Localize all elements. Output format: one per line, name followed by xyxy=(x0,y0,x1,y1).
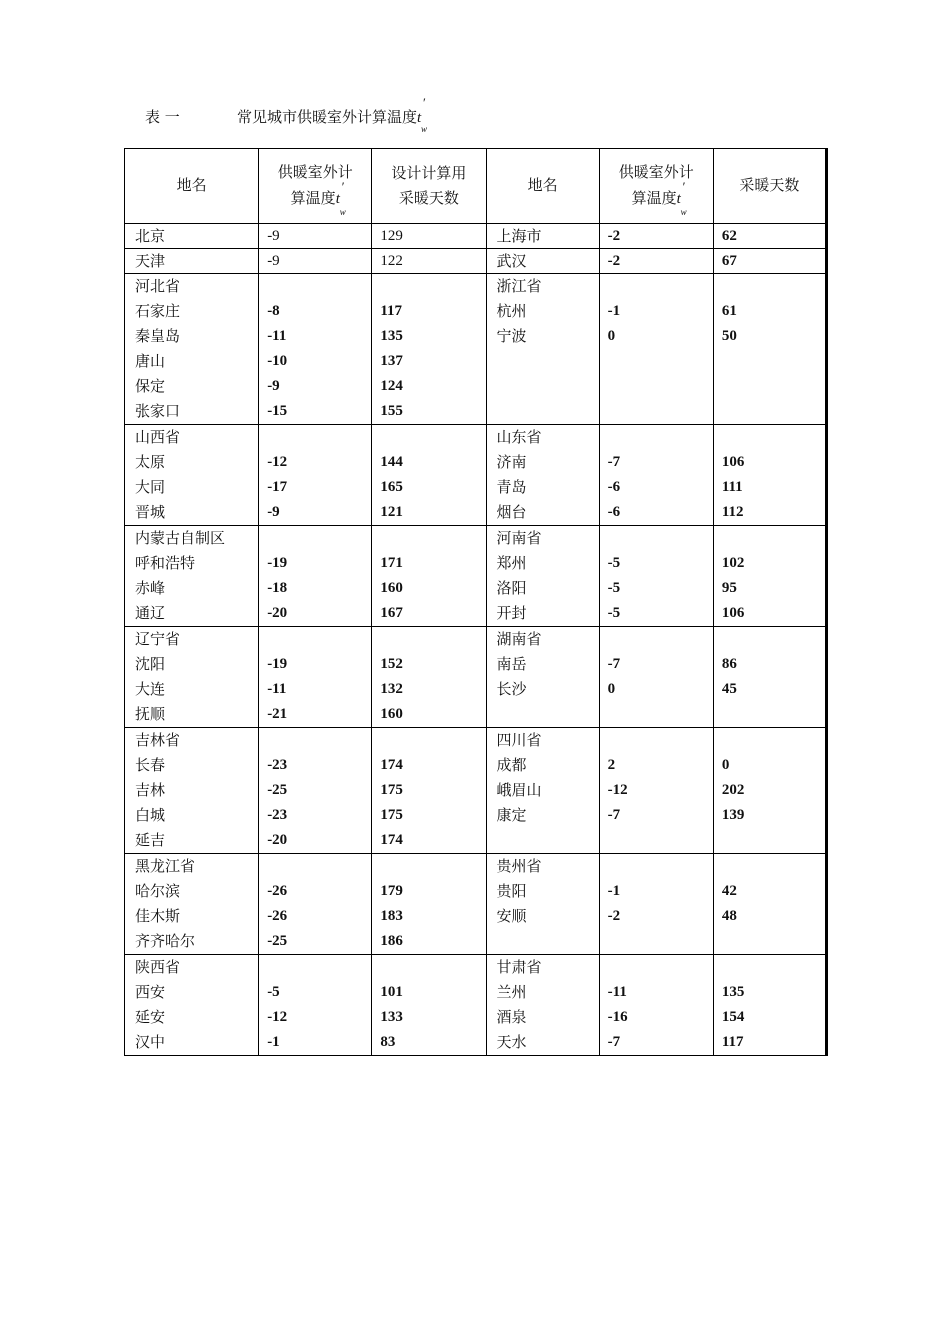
cell-line: 154 xyxy=(721,1009,745,1025)
cell-line: 河北省 xyxy=(135,277,181,295)
cell-line xyxy=(722,425,825,450)
cell-line xyxy=(267,274,371,299)
cell-line: 42 xyxy=(721,883,737,899)
cell-line xyxy=(608,828,713,853)
cell-line: 139 xyxy=(721,807,745,823)
cell-line: 吉林 xyxy=(135,781,166,799)
cell-line: 175 xyxy=(380,782,403,798)
header-days-right: 采暖天数 xyxy=(713,149,826,224)
cell-line: 秦皇岛 xyxy=(135,327,181,345)
cell-line: 175 xyxy=(380,807,403,823)
cell-line: -16 xyxy=(607,1009,628,1025)
days-list xyxy=(372,728,486,854)
cell-line: 121 xyxy=(380,504,403,520)
temperature-list xyxy=(599,627,713,728)
days-list xyxy=(713,627,826,728)
cell-line: -6 xyxy=(607,479,621,495)
cell-line: -9 xyxy=(267,378,280,394)
province-group-row xyxy=(125,955,827,1056)
table-number: 表 一 xyxy=(145,108,180,126)
province-group-row xyxy=(125,728,827,854)
cell-line: 抚顺 xyxy=(135,705,166,723)
cell-line: 四川省 xyxy=(496,731,542,749)
cell-line: -10 xyxy=(267,353,288,369)
heating-temperature-table xyxy=(124,148,828,1056)
cell-line: 赤峰 xyxy=(135,579,166,597)
days-list xyxy=(372,425,486,526)
cell-line: -19 xyxy=(267,555,288,571)
temperature-list xyxy=(259,274,372,425)
cell-line: -20 xyxy=(267,605,288,621)
cell-line: 杭州 xyxy=(496,302,527,320)
cell-line xyxy=(722,274,825,299)
days-list xyxy=(713,728,826,854)
cell-line: 张家口 xyxy=(135,402,181,420)
cell-line: -1 xyxy=(607,883,621,899)
cell-line: -11 xyxy=(267,328,287,344)
cell-line: 山东省 xyxy=(496,428,542,446)
cell-line: 吉林省 xyxy=(135,731,181,749)
table-title: 常见城市供暖室外计算温度 xyxy=(237,108,418,126)
city-name-list xyxy=(486,955,599,1056)
cell-line: 黑龙江省 xyxy=(135,857,196,875)
temperature-value: -9 xyxy=(259,249,372,274)
days-value: 122 xyxy=(372,249,486,274)
cell-line: 160 xyxy=(380,706,403,722)
cell-line xyxy=(722,399,825,424)
cell-line xyxy=(608,728,713,753)
cell-line: 171 xyxy=(380,555,403,571)
cell-line: -5 xyxy=(607,580,621,596)
cell-line xyxy=(497,929,599,954)
cell-line: -12 xyxy=(267,454,288,470)
temperature-list xyxy=(599,854,713,955)
cell-line: 152 xyxy=(380,656,403,672)
cell-line: 174 xyxy=(380,832,403,848)
cell-line: -9 xyxy=(267,504,280,520)
city-name-list xyxy=(486,627,599,728)
cell-line: -7 xyxy=(607,656,621,672)
city-name-list xyxy=(486,854,599,955)
cell-line: 河南省 xyxy=(496,529,542,547)
cell-line: 117 xyxy=(380,303,403,319)
temperature-list xyxy=(259,854,372,955)
days-list xyxy=(372,627,486,728)
cell-line: -23 xyxy=(267,807,288,823)
cell-line: -2 xyxy=(607,908,621,924)
temperature-list xyxy=(259,526,372,627)
cell-line: 大同 xyxy=(135,478,166,496)
temperature-value: -2 xyxy=(599,249,713,274)
cell-line: -7 xyxy=(607,454,621,470)
cell-line: -8 xyxy=(267,303,280,319)
cell-line xyxy=(267,728,371,753)
cell-line: 0 xyxy=(721,757,730,773)
cell-line: 0 xyxy=(607,681,616,697)
cell-line xyxy=(722,374,825,399)
cell-line: 106 xyxy=(721,454,745,470)
cell-line: -26 xyxy=(267,908,288,924)
cell-line: 陕西省 xyxy=(135,958,181,976)
temperature-value: -9 xyxy=(259,224,372,249)
cell-line: 144 xyxy=(380,454,403,470)
days-list xyxy=(713,274,826,425)
cell-line xyxy=(722,627,825,652)
temperature-symbol: t ′ w xyxy=(676,178,687,217)
cell-line: 开封 xyxy=(496,604,527,622)
cell-line: -7 xyxy=(607,1034,621,1050)
cell-line: 137 xyxy=(380,353,403,369)
cell-line xyxy=(608,627,713,652)
cell-line: 齐齐哈尔 xyxy=(135,932,196,950)
cell-line xyxy=(722,854,825,879)
cell-line xyxy=(722,526,825,551)
cell-line: 内蒙古自制区 xyxy=(135,529,226,547)
cell-line: 183 xyxy=(380,908,403,924)
cell-line: 天水 xyxy=(496,1033,527,1051)
cell-line: 宁波 xyxy=(496,327,527,345)
cell-line: -5 xyxy=(607,555,621,571)
cell-line: 112 xyxy=(721,504,744,520)
cell-line: 哈尔滨 xyxy=(135,882,181,900)
cell-line xyxy=(722,955,825,980)
cell-line xyxy=(497,828,599,853)
city-name-list xyxy=(125,526,259,627)
cell-line: 洛阳 xyxy=(496,579,527,597)
cell-line: 133 xyxy=(380,1009,403,1025)
cell-line xyxy=(267,854,371,879)
cell-line: -23 xyxy=(267,757,288,773)
cell-line: 汉中 xyxy=(135,1033,166,1051)
cell-line: 山西省 xyxy=(135,428,181,446)
cell-line: 通辽 xyxy=(135,604,166,622)
city-name-list xyxy=(125,274,259,425)
cell-line: 延安 xyxy=(135,1008,166,1026)
temperature-list xyxy=(259,627,372,728)
days-list xyxy=(713,425,826,526)
cell-line xyxy=(497,349,599,374)
cell-line xyxy=(608,274,713,299)
province-group-row xyxy=(125,627,827,728)
header-temp-right: 供暖室外计 算温度t ′ w xyxy=(599,149,713,224)
cell-line: 保定 xyxy=(135,377,166,395)
cell-line: -25 xyxy=(267,782,288,798)
cell-line: 白城 xyxy=(135,806,166,824)
cell-line: 160 xyxy=(380,580,403,596)
header-name-right: 地名 xyxy=(486,149,599,224)
cell-line: 202 xyxy=(721,782,745,798)
cell-line: 174 xyxy=(380,757,403,773)
cell-line: 长春 xyxy=(135,756,166,774)
cell-line xyxy=(608,854,713,879)
temperature-list xyxy=(259,728,372,854)
cell-line: 甘肃省 xyxy=(496,958,542,976)
cell-line: 峨眉山 xyxy=(496,781,542,799)
temperature-symbol: t ′ w xyxy=(335,178,346,217)
cell-line: 安顺 xyxy=(496,907,527,925)
cell-line xyxy=(380,425,485,450)
cell-line: 45 xyxy=(721,681,737,697)
cell-line: -12 xyxy=(267,1009,288,1025)
cell-line: -6 xyxy=(607,504,621,520)
province-group-row xyxy=(125,526,827,627)
days-list xyxy=(372,274,486,425)
cell-line xyxy=(608,526,713,551)
city-name: 北京 xyxy=(125,224,259,249)
cell-line xyxy=(267,425,371,450)
cell-line: 61 xyxy=(721,303,737,319)
table-caption xyxy=(145,95,428,134)
days-value: 129 xyxy=(372,224,486,249)
cell-line: 浙江省 xyxy=(496,277,542,295)
cell-line xyxy=(608,425,713,450)
cell-line xyxy=(267,627,371,652)
cell-line: -11 xyxy=(267,681,287,697)
cell-line: 167 xyxy=(380,605,403,621)
city-name-list xyxy=(486,526,599,627)
temperature-list xyxy=(599,425,713,526)
cell-line: 106 xyxy=(721,605,745,621)
cell-line: 辽宁省 xyxy=(135,630,181,648)
temperature-list xyxy=(599,526,713,627)
cell-line: 50 xyxy=(721,328,737,344)
city-name: 武汉 xyxy=(486,249,599,274)
cell-line xyxy=(380,854,485,879)
cell-line: -25 xyxy=(267,933,288,949)
province-group-row xyxy=(125,425,827,526)
cell-line xyxy=(380,627,485,652)
table-row xyxy=(125,224,827,249)
days-list xyxy=(372,526,486,627)
cell-line xyxy=(608,955,713,980)
cell-line xyxy=(380,526,485,551)
cell-line xyxy=(380,274,485,299)
city-name-list xyxy=(486,728,599,854)
cell-line: 湖南省 xyxy=(496,630,542,648)
cell-line xyxy=(608,702,713,727)
cell-line: 成都 xyxy=(496,756,527,774)
province-group-row xyxy=(125,274,827,425)
days-list xyxy=(713,526,826,627)
cell-line: 长沙 xyxy=(496,680,527,698)
cell-line xyxy=(722,728,825,753)
cell-line: -20 xyxy=(267,832,288,848)
temperature-symbol: t ′ w xyxy=(417,95,428,134)
cell-line: 95 xyxy=(721,580,737,596)
cell-line xyxy=(267,526,371,551)
cell-line: 135 xyxy=(380,328,403,344)
cell-line: 186 xyxy=(380,933,403,949)
days-list xyxy=(372,854,486,955)
cell-line: 117 xyxy=(721,1034,744,1050)
cell-line: 呼和浩特 xyxy=(135,554,196,572)
cell-line: 124 xyxy=(380,378,403,394)
province-group-row xyxy=(125,854,827,955)
cell-line: 西安 xyxy=(135,983,166,1001)
temperature-list xyxy=(599,728,713,854)
city-name: 天津 xyxy=(125,249,259,274)
cell-line xyxy=(722,929,825,954)
cell-line xyxy=(380,955,485,980)
cell-line: 0 xyxy=(607,328,616,344)
city-name-list xyxy=(125,627,259,728)
table-row xyxy=(125,249,827,274)
header-design-days: 设计计算用 采暖天数 xyxy=(372,149,486,224)
days-list xyxy=(713,955,826,1056)
cell-line xyxy=(722,828,825,853)
cell-line: -1 xyxy=(267,1034,280,1050)
temperature-list xyxy=(599,955,713,1056)
cell-line: -5 xyxy=(607,605,621,621)
cell-line: 101 xyxy=(380,984,403,1000)
cell-line: 48 xyxy=(721,908,737,924)
city-name-list xyxy=(125,955,259,1056)
cell-line xyxy=(608,929,713,954)
cell-line xyxy=(380,728,485,753)
cell-line xyxy=(608,399,713,424)
cell-line xyxy=(497,374,599,399)
header-temp-left: 供暖室外计 算温度t ′ w xyxy=(259,149,372,224)
temperature-list xyxy=(259,955,372,1056)
cell-line: 佳木斯 xyxy=(135,907,181,925)
city-name-list xyxy=(125,425,259,526)
city-name-list xyxy=(486,274,599,425)
cell-line: -1 xyxy=(607,303,621,319)
header-row xyxy=(125,149,827,224)
cell-line: 青岛 xyxy=(496,478,527,496)
cell-line: 石家庄 xyxy=(135,302,181,320)
cell-line: 南岳 xyxy=(496,655,527,673)
cell-line: -17 xyxy=(267,479,288,495)
days-list xyxy=(713,854,826,955)
cell-line: 165 xyxy=(380,479,403,495)
days-value: 62 xyxy=(713,224,826,249)
cell-line: 155 xyxy=(380,403,403,419)
cell-line: 沈阳 xyxy=(135,655,166,673)
cell-line xyxy=(608,349,713,374)
cell-line: 唐山 xyxy=(135,352,166,370)
cell-line: 贵阳 xyxy=(496,882,527,900)
cell-line: 晋城 xyxy=(135,503,166,521)
cell-line: -15 xyxy=(267,403,288,419)
cell-line: 132 xyxy=(380,681,403,697)
cell-line: 康定 xyxy=(496,806,527,824)
cell-line: 135 xyxy=(721,984,745,1000)
cell-line: 贵州省 xyxy=(496,857,542,875)
temperature-value: -2 xyxy=(599,224,713,249)
cell-line xyxy=(722,349,825,374)
days-list xyxy=(372,955,486,1056)
city-name: 上海市 xyxy=(486,224,599,249)
cell-line: -19 xyxy=(267,656,288,672)
cell-line: 济南 xyxy=(496,453,527,471)
header-name-left: 地名 xyxy=(125,149,259,224)
cell-line: -12 xyxy=(607,782,628,798)
cell-line: 2 xyxy=(607,757,616,773)
cell-line: -11 xyxy=(607,984,627,1000)
cell-line: 烟台 xyxy=(496,503,527,521)
temperature-list xyxy=(259,425,372,526)
cell-line: 111 xyxy=(721,479,743,495)
cell-line: -18 xyxy=(267,580,288,596)
city-name-list xyxy=(125,854,259,955)
cell-line: 酒泉 xyxy=(496,1008,527,1026)
cell-line xyxy=(497,399,599,424)
city-name-list xyxy=(486,425,599,526)
temperature-list xyxy=(599,274,713,425)
cell-line: -5 xyxy=(267,984,280,1000)
cell-line: -26 xyxy=(267,883,288,899)
city-name-list xyxy=(125,728,259,854)
cell-line: -7 xyxy=(607,807,621,823)
cell-line xyxy=(608,374,713,399)
cell-line: 延吉 xyxy=(135,831,166,849)
cell-line: 大连 xyxy=(135,680,166,698)
cell-line: -21 xyxy=(267,706,288,722)
province-groups xyxy=(125,274,827,1056)
cell-line xyxy=(722,702,825,727)
cell-line: 兰州 xyxy=(496,983,527,1001)
cell-line: 102 xyxy=(721,555,745,571)
cell-line: 179 xyxy=(380,883,403,899)
cell-line xyxy=(497,702,599,727)
cell-line: 郑州 xyxy=(496,554,527,572)
cell-line: 太原 xyxy=(135,453,166,471)
days-value: 67 xyxy=(713,249,826,274)
cell-line xyxy=(267,955,371,980)
cell-line: 83 xyxy=(380,1034,396,1050)
cell-line: 86 xyxy=(721,656,737,672)
